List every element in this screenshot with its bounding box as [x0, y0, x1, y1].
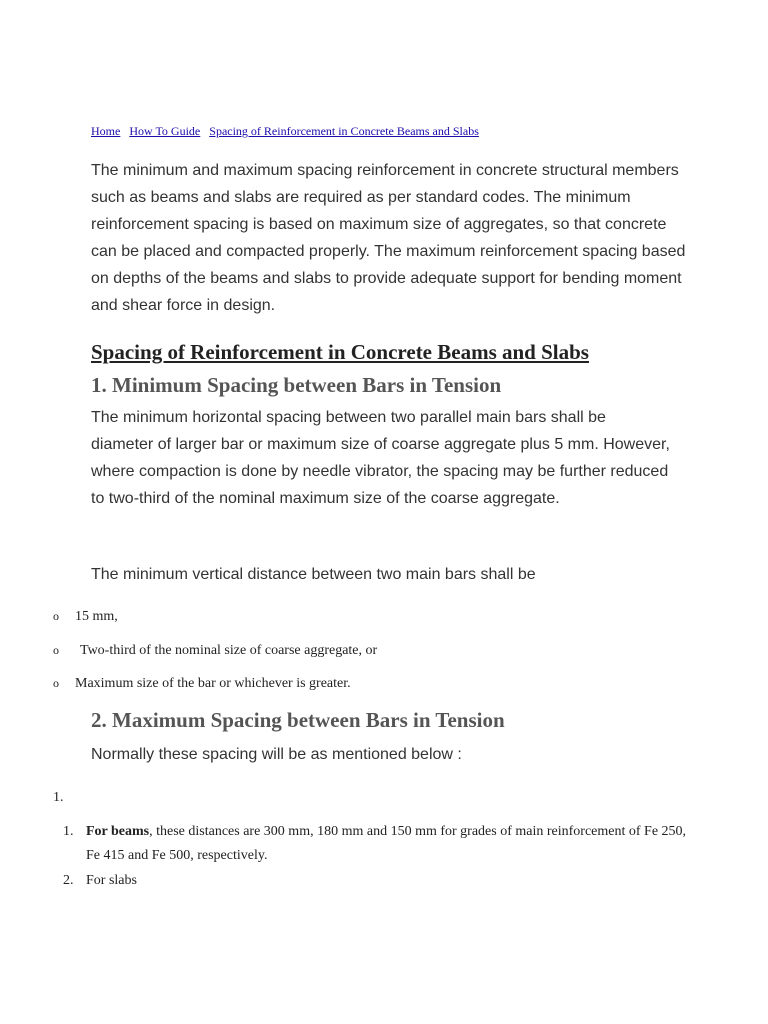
- section1-vertical-distance-text: The minimum vertical distance between two main bars shall be: [91, 566, 536, 583]
- bullet-marker: o: [53, 643, 59, 657]
- list-item: [53, 643, 377, 659]
- breadcrumb-guide-link[interactable]: How To Guide: [129, 124, 201, 138]
- list-item-text: [86, 820, 693, 868]
- page-title: Spacing of Reinforcement in Concrete Beams and Slabs: [91, 340, 589, 364]
- list-item-bold: For beams: [86, 824, 150, 839]
- outer-list-number: 1.: [53, 790, 64, 805]
- list-item: [53, 609, 118, 625]
- breadcrumb: [91, 124, 485, 139]
- intro-paragraph: The minimum and maximum spacing reinforcement in concrete structural members such as beams and slabs are required as per standard codes. The minimum reinforcement spacing is based on maximum size of aggregates, so that concrete can be placed and compacted properly. The maximum reinforcement spacing based on depths of the beams and slabs to provide adequate support for bending moment and shear force in design.: [91, 162, 686, 314]
- list-item: [53, 676, 351, 692]
- list-number: 1.: [63, 824, 74, 839]
- list-number: 2.: [63, 873, 74, 888]
- list-item: [53, 820, 693, 868]
- bullet-text: 15 mm,: [75, 609, 118, 624]
- section1-paragraph: The minimum horizontal spacing between two parallel main bars shall be diameter of larger bar or maximum size of coarse aggregate plus 5 mm. However, where compaction is done by needle vibrator, the spacing may be further reduced to two-third of the nominal maximum size of the coarse aggregate.: [91, 409, 670, 507]
- list-item-rest: , these distances are 300 mm, 180 mm and 150 mm for grades of main reinforcement of Fe 250, Fe 415 and Fe 500, respectively.: [86, 824, 687, 863]
- breadcrumb-current-link[interactable]: Spacing of Reinforcement in Concrete Beams and Slabs: [209, 124, 479, 138]
- section2-paragraph: Normally these spacing will be as mentioned below :: [91, 746, 462, 763]
- section2-heading: 2. Maximum Spacing between Bars in Tension: [91, 708, 505, 732]
- bullet-marker: o: [53, 609, 59, 623]
- list-item: [53, 869, 693, 893]
- bullet-text: Two-third of the nominal size of coarse aggregate, or: [80, 643, 378, 658]
- breadcrumb-home-link[interactable]: Home: [91, 124, 121, 138]
- list-item-text: For slabs: [86, 873, 137, 888]
- section1-heading: 1. Minimum Spacing between Bars in Tension: [91, 373, 502, 397]
- bullet-marker: o: [53, 676, 59, 690]
- bullet-text: Maximum size of the bar or whichever is greater.: [75, 676, 351, 691]
